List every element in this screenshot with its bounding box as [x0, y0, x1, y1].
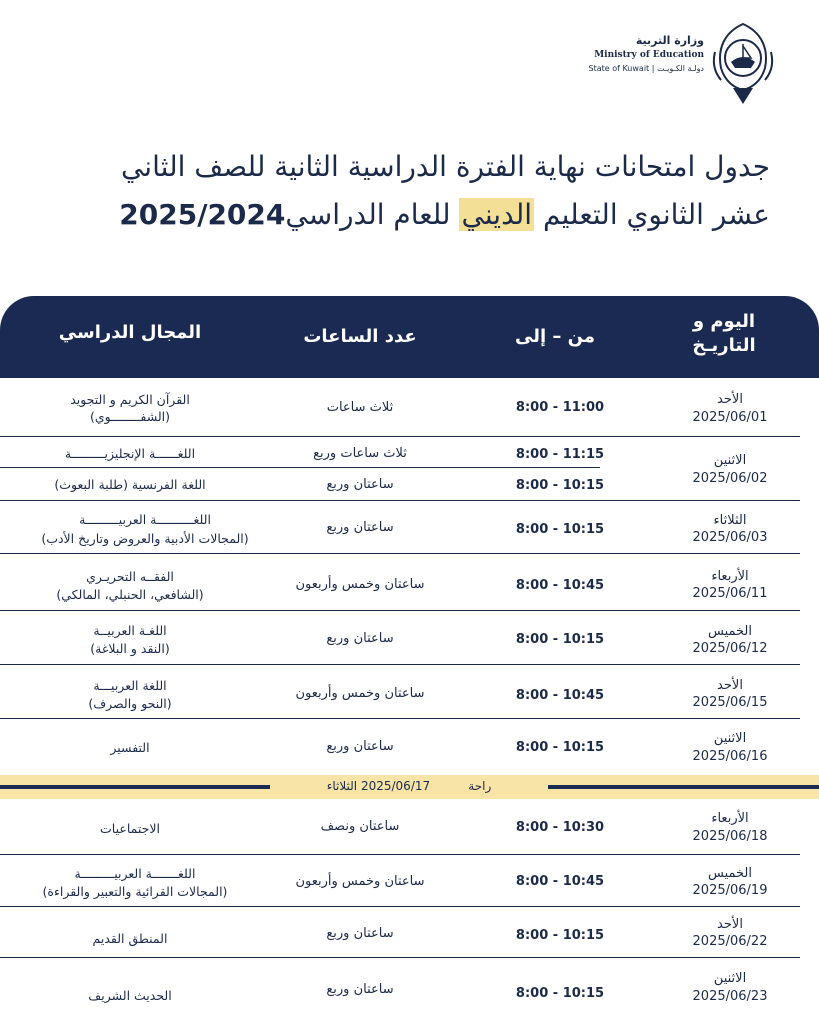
row-divider	[0, 906, 800, 907]
row-day: الأحد	[717, 917, 743, 932]
row-time: 8:00 - 10:45	[515, 688, 605, 703]
row-hours: ساعتان وربع	[326, 520, 394, 535]
state-en: State of Kuwait	[588, 64, 650, 73]
row-date: 2025/06/12	[692, 641, 768, 656]
title-year: 2025/2024	[119, 198, 286, 231]
row-subject: اللغـة العربيــة	[93, 623, 167, 638]
rest-label: راحة	[468, 779, 492, 793]
row-subject: الاجتماعيات	[100, 821, 160, 836]
col-subject-header: المجال الدراسي	[58, 322, 202, 343]
row-time: 8:00 - 11:00	[515, 400, 605, 415]
row-divider	[0, 500, 800, 501]
kuwait-emblem-icon	[711, 22, 775, 106]
row-time: 8:00 - 10:15	[515, 928, 605, 943]
row-date: 2025/06/18	[692, 829, 768, 844]
page-title-line1: جدول امتحانات نهاية الفترة الدراسية الثانية للصف الثاني	[120, 150, 770, 183]
row-subject: الفقــه التحريـري	[86, 569, 174, 584]
title-part-b: للعام الدراسي	[285, 198, 460, 231]
rest-day: الثلاثاء	[326, 779, 358, 793]
rest-line-left	[0, 785, 270, 789]
row-time: 8:00 - 10:30	[515, 820, 605, 835]
row-subject: الحديث الشريف	[88, 988, 172, 1003]
sub-row-divider	[0, 467, 600, 468]
row-subject-note: (النحو والصرف)	[88, 696, 172, 711]
row-day: الأربعاء	[711, 811, 749, 826]
row-hours: ساعتان ونصف	[320, 819, 400, 834]
row-divider	[0, 718, 800, 719]
row-time: 8:00 - 10:15	[515, 986, 605, 1001]
row-day: الأحد	[717, 392, 743, 407]
col-day-line2: التاريـخ	[692, 335, 756, 356]
row-date: 2025/06/15	[692, 695, 768, 710]
row-subject: القرآن الكريم و التجويد	[70, 392, 190, 407]
row-time: 8:00 - 10:15	[515, 740, 605, 755]
row-time: 8:00 - 10:45	[515, 578, 605, 593]
row-divider	[0, 553, 800, 554]
rest-line-right	[548, 785, 819, 789]
row-subject: المنطق القديم	[92, 931, 168, 946]
row-date: 2025/06/11	[692, 586, 768, 601]
row-time: 8:00 - 10:15	[515, 478, 605, 493]
row-hours: ساعتان وربع	[326, 982, 394, 997]
row-subject: اللغــــــــــة العربيـــــــــة	[79, 512, 211, 527]
col-hours-header: عدد الساعات	[303, 326, 417, 347]
row-divider	[0, 957, 800, 958]
ministry-name-en: Ministry of Education	[594, 50, 704, 60]
row-day: الاثنين	[713, 453, 747, 468]
ministry-header	[588, 34, 704, 76]
title-part-a: عشر الثانوي التعليم	[534, 198, 770, 231]
row-subject-note: (النقد و البلاغة)	[90, 641, 170, 656]
rest-day-text	[270, 779, 548, 793]
row-divider	[0, 610, 800, 611]
row-date: 2025/06/16	[692, 749, 768, 764]
row-subject-note: (الشافعي، الحنبلي، المالكي)	[56, 587, 204, 602]
row-divider	[0, 436, 800, 437]
row-divider	[0, 664, 800, 665]
rest-date: 2025/06/17	[360, 779, 431, 793]
row-divider	[0, 854, 800, 855]
row-date: 2025/06/01	[692, 410, 768, 425]
row-hours: ساعتان وخمس وأربعون	[295, 577, 425, 592]
col-day-header	[669, 310, 779, 358]
row-time: 8:00 - 10:15	[515, 632, 605, 647]
table-header	[0, 296, 819, 378]
row-hours: ساعتان وربع	[326, 926, 394, 941]
state-ar: دولـة الكـويـت	[656, 64, 704, 73]
row-time: 8:00 - 11:15	[515, 447, 605, 462]
ministry-name-ar: وزارة التربية	[635, 34, 704, 47]
row-subject: اللغة الفرنسية (طلبة البعوث)	[54, 477, 206, 492]
row-day: الاثنين	[713, 731, 747, 746]
row-day: الأحد	[717, 678, 743, 693]
row-subject: اللغـــــــة العربيـــــــــة	[74, 866, 196, 881]
row-date: 2025/06/22	[692, 934, 768, 949]
row-date: 2025/06/23	[692, 989, 768, 1004]
row-hours: ثلاث ساعات وربع	[313, 446, 407, 461]
row-time: 8:00 - 10:15	[515, 522, 605, 537]
row-hours: ساعتان وربع	[326, 477, 394, 492]
row-day: الثلاثاء	[713, 513, 747, 528]
row-time: 8:00 - 10:45	[515, 874, 605, 889]
row-hours: ساعتان وخمس وأربعون	[295, 874, 425, 889]
row-hours: ثلاث ساعات	[326, 400, 394, 415]
row-day: الأربعاء	[711, 569, 749, 584]
row-subject: اللغة العربيـــة	[93, 678, 167, 693]
col-day-line1: اليوم و	[692, 311, 756, 332]
row-day: الخميس	[708, 866, 752, 881]
row-date: 2025/06/03	[692, 530, 768, 545]
state-line: State of Kuwait | دولـة الكـويـت	[588, 64, 704, 73]
col-time-header: من – إلى	[514, 326, 595, 347]
row-day: الاثنين	[713, 971, 747, 986]
row-hours: ساعتان وربع	[326, 739, 394, 754]
page-title-line2	[40, 198, 770, 231]
row-date: 2025/06/02	[692, 471, 768, 486]
row-subject: اللغــــــة الإنجليزيـــــــــة	[64, 446, 196, 461]
row-hours: ساعتان وربع	[326, 631, 394, 646]
row-subject-note: (الشفــــــــوي)	[89, 409, 171, 424]
row-hours: ساعتان وخمس وأربعون	[295, 686, 425, 701]
row-subject: التفسير	[110, 740, 150, 755]
row-day: الخميس	[708, 624, 752, 639]
row-subject-note: (المجالات الأدبية والعروض وتاريخ الأدب)	[41, 531, 249, 546]
title-highlight: الديني	[461, 198, 533, 231]
row-date: 2025/06/19	[692, 883, 768, 898]
row-subject-note: (المجالات القرائية والتعبير والقراءة)	[42, 884, 228, 899]
